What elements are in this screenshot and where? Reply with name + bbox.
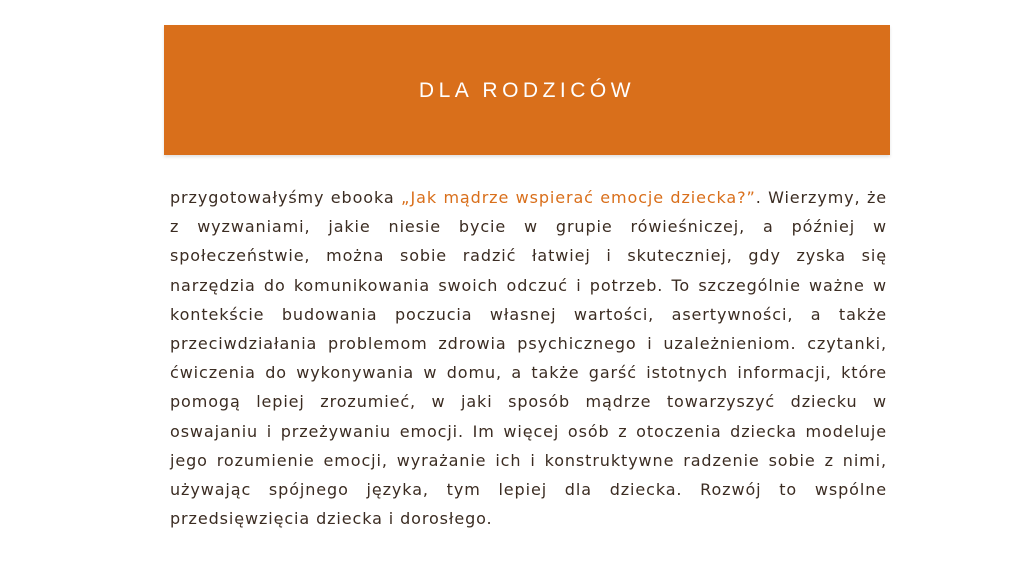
header-banner [164, 25, 890, 155]
main-text: . Wierzymy, że z wyzwaniami, jakie niesie bycie w grupie rówieśniczej, a później w społeczeństwie, można sobie radzić łatwiej i skuteczniej, gdy zyska się narzędzia do komunikowania swoich odczuć i potrzeb. To szczególnie ważne w kontekście budowania poczucia własnej wartości, asertywności, a także przeciwdziałania problemom zdrowia psychicznego i uzależnieniom. czytanki, ćwiczenia do wykonywania w domu, a także garść istotnych informacji, które pomogą lepiej zrozumieć, w jaki sposób mądrze towarzyszyć dziecku w oswajaniu i przeżywaniu emocji. Im więcej osób z otoczenia dziecka modeluje jego rozumienie emocji, wyrażanie ich i konstruktywne radzenie sobie z nimi, używając spójnego języka, tym lepiej dla dziecka. Rozwój to wspólne przedsięwzięcia dziecka i dorosłego. [170, 188, 887, 529]
page-title: DLA RODZICÓW [418, 79, 636, 102]
body-paragraph [170, 183, 887, 533]
intro-text: przygotowałyśmy ebooka [170, 188, 401, 207]
ebook-title: „Jak mądrze wspierać emocje dziecka?” [401, 188, 756, 207]
